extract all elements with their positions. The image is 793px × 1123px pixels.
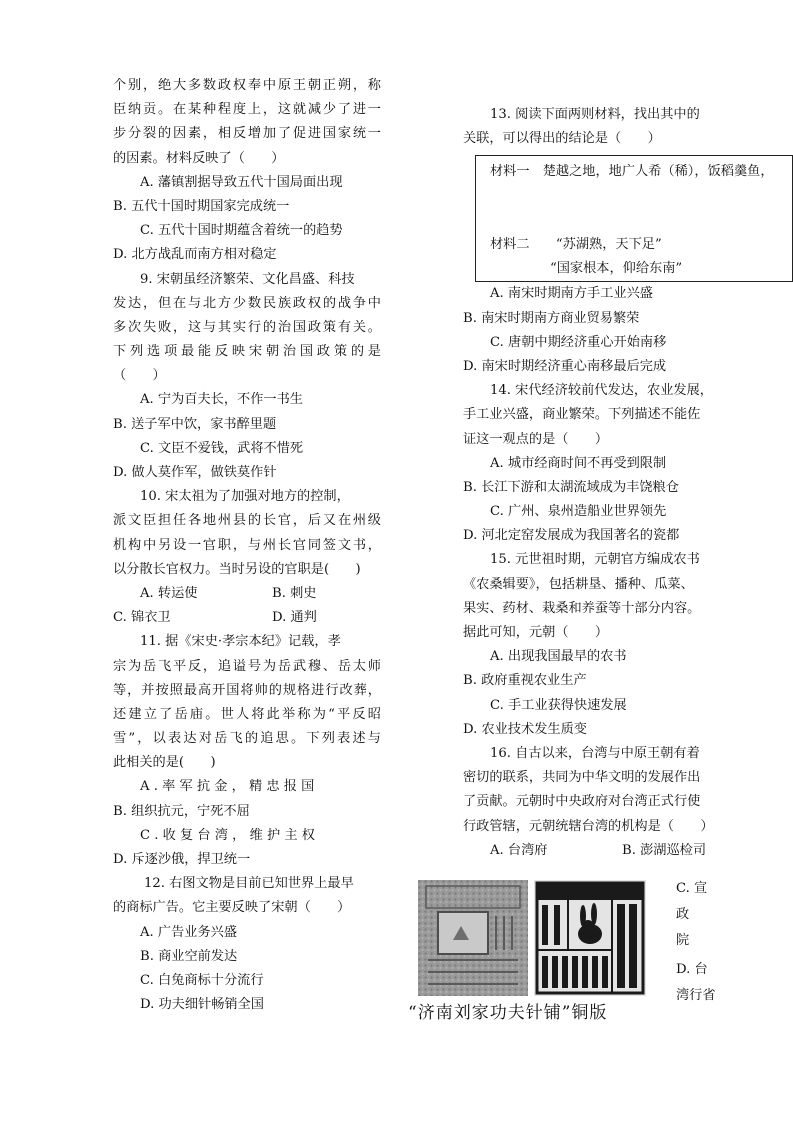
q15-line-2: 《农桑辑要》，包括耕垦、播种、瓜菜、 — [463, 576, 694, 592]
q10-options-row-1 — [113, 582, 381, 606]
q8-line-2: 臣纳贡。在某种程度上，这就减少了进一 — [113, 102, 381, 118]
q16-option-a: A. 台湾府 — [490, 842, 548, 858]
q10-line-4: 以分散长官权力。当时另设的官职是( ) — [113, 561, 361, 577]
q9-option-a: A. 宁为百夫长，不作一书生 — [140, 392, 303, 408]
q14-option-d: D. 河北定窑发展成为我国著名的瓷都 — [463, 528, 680, 544]
left-column — [113, 74, 381, 1017]
q16-option-c-part-3: 院 — [676, 933, 690, 948]
q16-option-d-part-2: 湾行省 — [676, 988, 716, 1003]
q8-line-3: 步分裂的因素，相反增加了促进国家统一 — [113, 126, 381, 142]
q14-option-c: C. 广州、泉州造船业世界领先 — [490, 504, 667, 520]
q13-option-d: D. 南宋时期经济重心南移最后完成 — [463, 358, 667, 374]
bronze-plate-figure — [418, 880, 646, 996]
q14-option-b: B. 长江下游和太湖流域成为丰饶粮仓 — [463, 479, 679, 495]
q12-option-c: C. 白兔商标十分流行 — [140, 972, 264, 988]
q8-line-4: 的因素。材料反映了（ ） — [113, 150, 285, 166]
q11-line-3: 等，并按照最高开国将帅的规格进行改葬， — [113, 682, 381, 698]
q8-option-d: D. 北方战乱而南方相对稳定 — [113, 247, 277, 263]
material-2-line-1: 材料二 “苏湖熟，天下足” — [490, 236, 662, 252]
q16-option-c-part-2: 政 — [676, 907, 690, 922]
q11-line-2: 宗为岳飞平反，追谥号为岳武穆、岳太师 — [113, 658, 381, 674]
q10-option-d: D. 通判 — [272, 610, 317, 626]
q8-option-c: C. 五代十国时期蕴含着统一的趋势 — [140, 223, 343, 239]
q12-option-d: D. 功夫细针畅销全国 — [140, 997, 264, 1013]
q9-option-d: D. 做人莫作军，做铁莫作针 — [113, 465, 277, 480]
q10-line-2: 派文臣担任各地州县的长官，后又在州级 — [113, 513, 381, 529]
q16-line-2: 密切的联系，共同为中华文明的发展作出 — [463, 770, 701, 786]
bronze-plate-image — [418, 880, 646, 996]
q16-option-c-part-1: C. 宣 — [676, 881, 708, 896]
q12-option-b: B. 商业空前发达 — [140, 948, 238, 964]
materials-box — [475, 155, 793, 282]
q15-line-1: 15. 元世祖时期，元朝官方编成农书 — [490, 552, 700, 568]
q11-option-c: C . 收 复 台 湾 ， 维 护 主 权 — [140, 827, 315, 843]
q12-option-a: A. 广告业务兴盛 — [140, 924, 238, 940]
q11-line-6: 此相关的是( ) — [113, 755, 216, 771]
q12-line-2: 的商标广告。它主要反映了宋朝（ ） — [113, 900, 351, 916]
q9-line-4: 下列选项最能反映宋朝治国政策的是 — [113, 344, 381, 360]
material-1: 材料一 楚越之地，地广人希（稀），饭稻羹鱼， — [490, 164, 774, 180]
q16-line-1: 16. 自古以来，台湾与中原王朝有着 — [490, 745, 700, 761]
q10-option-c: C. 锦衣卫 — [113, 610, 171, 626]
q13-option-c: C. 唐朝中期经济重心开始南移 — [490, 334, 667, 350]
q16-line-4: 行政管辖，元朝统辖台湾的机构是（ ） — [463, 818, 714, 834]
q13-line-1: 13. 阅读下面两则材料，找出其中的 — [490, 107, 700, 122]
q11-option-d: D. 斥逐沙俄，捍卫统一 — [113, 852, 251, 867]
q15-option-a: A. 出现我国最早的农书 — [490, 649, 627, 665]
material-2-line-2: “国家根本，仰给东南” — [550, 261, 683, 277]
q9-line-2: 发达，但在与北方少数民族政权的战争中 — [113, 295, 381, 311]
material-spacer — [476, 185, 792, 209]
q15-option-b: B. 政府重视农业生产 — [463, 673, 587, 689]
q9-line-5: （ ） — [113, 368, 166, 384]
q13-option-b: B. 南宋时期南方商业贸易繁荣 — [463, 310, 640, 326]
figure-caption: “济南刘家功夫针铺”铜版 — [408, 1003, 608, 1023]
q10-option-b: B. 刺史 — [272, 585, 317, 601]
q15-line-4: 据此可知，元朝（ ） — [463, 625, 609, 640]
q12-line-1: 12. 右图文物是目前已知世界上最早 — [144, 876, 354, 892]
right-column — [463, 103, 793, 863]
q9-option-b: B. 送子军中饮，家书醉里题 — [113, 416, 277, 432]
q15-line-3: 果实、药材、栽桑和养蚕等十部分内容。 — [463, 600, 701, 616]
q11-line-1: 11. 据《宋史·孝宗本纪》记载，孝 — [140, 634, 341, 650]
q10-option-a: A. 转运使 — [140, 585, 198, 601]
q13-line-2: 关联，可以得出的结论是（ ） — [463, 131, 661, 147]
q11-line-4: 还建立了岳庙。世人将此举称为“平反昭 — [113, 706, 381, 722]
q14-line-3: 证这一观点的是（ ） — [463, 431, 609, 447]
q8-option-a: A. 藩镇割据导致五代十国局面出现 — [140, 174, 343, 190]
q11-option-b: B. 组织抗元，宁死不屈 — [113, 803, 250, 819]
q14-line-1: 14. 宋代经济较前代发达，农业发展， — [490, 383, 713, 399]
q15-option-c: C. 手工业获得快速发展 — [490, 697, 627, 713]
material-spacer-2 — [476, 209, 792, 233]
q14-option-a: A. 城市经商时间不再受到限制 — [490, 455, 667, 471]
q15-option-d: D. 农业技术发生质变 — [463, 721, 587, 737]
q16-option-d-part-1: D. 台 — [676, 962, 708, 977]
q8-line-1: 个别，绝大多数政权奉中原王朝正朔，称 — [113, 78, 381, 93]
q16-option-b: B. 澎湖巡检司 — [622, 842, 707, 858]
q11-line-5: 雪”，以表达对岳飞的追思。下列表述与 — [113, 731, 381, 747]
q16-line-3: 了贡献。元朝时中央政府对台湾正式行使 — [463, 794, 701, 810]
q10-options-row-2 — [113, 606, 381, 630]
q16-options-row-1 — [463, 839, 793, 863]
q14-line-2: 手工业兴盛，商业繁荣。下列描述不能佐 — [463, 407, 701, 423]
q11-option-a: A . 率 军 抗 金 ， 精 忠 报 国 — [140, 779, 315, 795]
q10-line-3: 机构中另设一官职，与州长官同签文书， — [113, 537, 381, 553]
q8-option-b: B. 五代十国时期国家完成统一 — [113, 198, 290, 214]
q10-line-1: 10. 宋太祖为了加强对地方的控制， — [140, 489, 350, 505]
q13-option-a: A. 南宋时期南方手工业兴盛 — [490, 286, 653, 302]
q9-option-c: C. 文臣不爱钱，武将不惜死 — [140, 440, 304, 456]
q9-line-1: 9. 宋朝虽经济繁荣、文化昌盛、科技 — [140, 271, 355, 287]
q9-line-3: 多次失败，这与其实行的治国政策有关。 — [113, 319, 381, 335]
